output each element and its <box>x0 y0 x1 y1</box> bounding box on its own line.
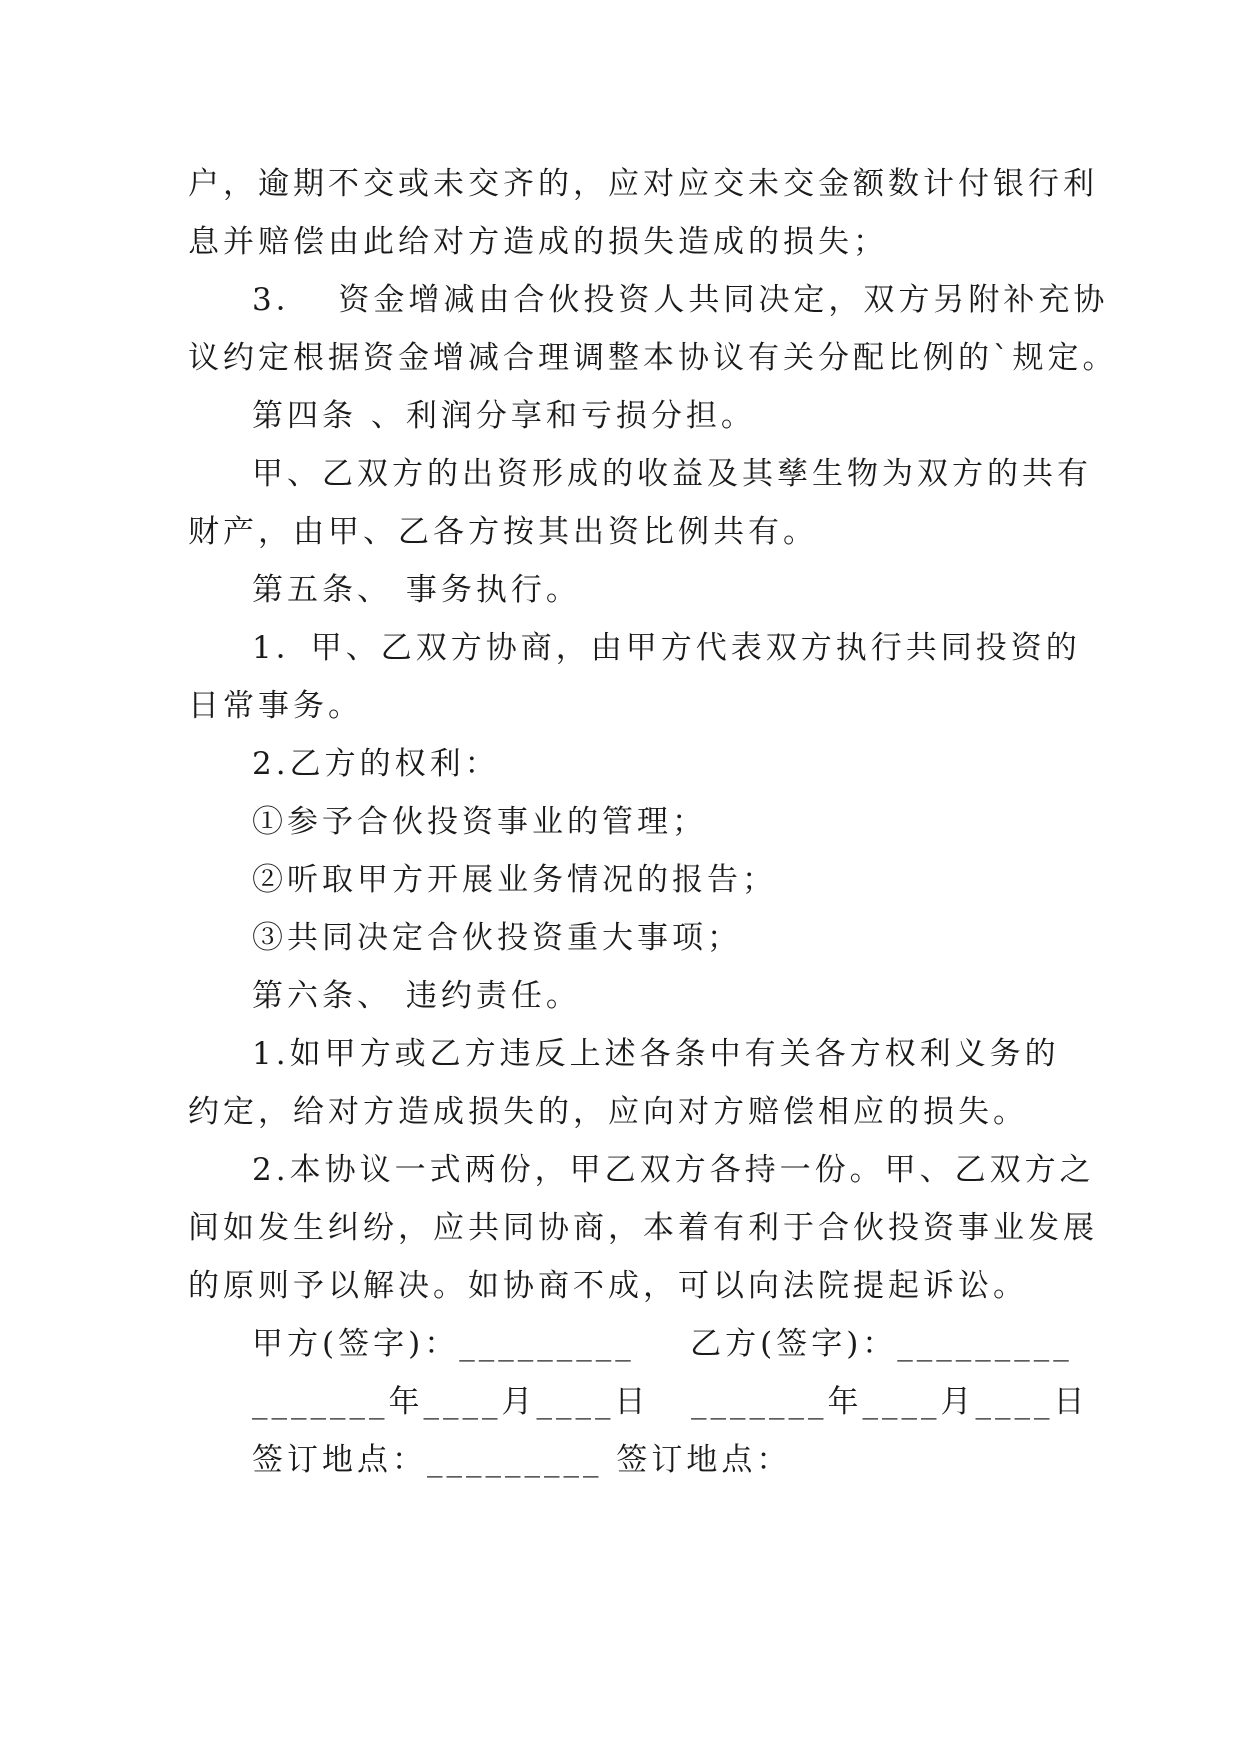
paragraph-line: 1.如甲方或乙方违反上述各条中有关各方权利义务的 <box>252 1036 1060 1072</box>
paragraph-line: 户，逾期不交或未交齐的，应对应交未交金额数计付银行利 <box>188 166 1098 202</box>
document-body <box>188 155 1118 1489</box>
date-line: _______年____月____日 _______年____月____日 <box>252 1384 1089 1420</box>
signing-place-line: 签订地点：_________ 签订地点： <box>252 1442 792 1478</box>
section-heading-article-5: 第五条、 事务执行。 <box>252 572 581 608</box>
paragraph-line: 甲、乙双方的出资形成的收益及其孳生物为双方的共有 <box>252 456 1092 492</box>
paragraph-line: 约定，给对方造成损失的，应向对方赔偿相应的损失。 <box>188 1094 1028 1130</box>
list-item: ②听取甲方开展业务情况的报告； <box>252 862 777 898</box>
paragraph-line: 2.本协议一式两份，甲乙双方各持一份。甲、乙双方之 <box>252 1152 1095 1188</box>
list-item: ①参予合伙投资事业的管理； <box>252 804 707 840</box>
paragraph-line: 间如发生纠纷，应共同协商，本着有利于合伙投资事业发展 <box>188 1210 1098 1246</box>
section-heading-article-6: 第六条、 违约责任。 <box>252 978 581 1014</box>
paragraph-line: 3． 资金增减由合伙投资人共同决定，双方另附补充协 <box>252 282 1109 318</box>
paragraph-line: 日常事务。 <box>188 688 363 724</box>
paragraph-line: 1．甲、乙双方协商，由甲方代表双方执行共同投资的 <box>252 630 1081 666</box>
list-item: ③共同决定合伙投资重大事项； <box>252 920 742 956</box>
section-heading-article-4: 第四条 、利润分享和亏损分担。 <box>252 398 756 434</box>
paragraph-line: 2.乙方的权利： <box>252 746 500 782</box>
signature-line: 甲方(签字)：_________ 乙方(签字)：_________ <box>252 1326 1073 1362</box>
paragraph-line: 息并赔偿由此给对方造成的损失造成的损失； <box>188 224 888 260</box>
paragraph-line: 财产，由甲、乙各方按其出资比例共有。 <box>188 514 818 550</box>
paragraph-line: 的原则予以解决。如协商不成，可以向法院提起诉讼。 <box>188 1268 1028 1304</box>
paragraph-line: 议约定根据资金增减合理调整本协议有关分配比例的`规定。 <box>188 340 1118 376</box>
